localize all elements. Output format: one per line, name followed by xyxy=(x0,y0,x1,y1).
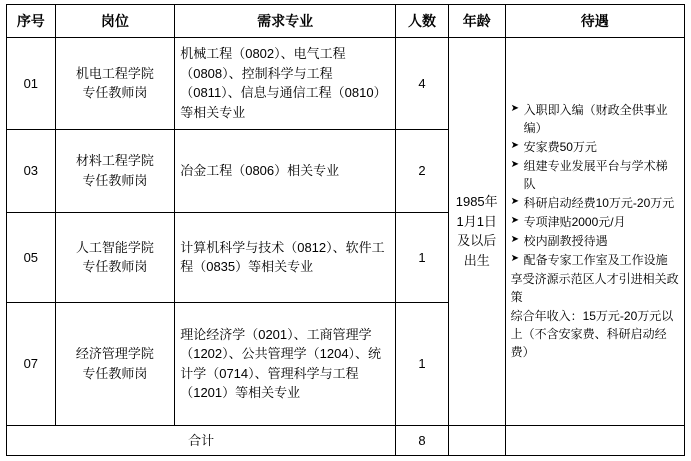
row-count: 1 xyxy=(396,302,449,425)
row-post-line1: 经济管理学院 xyxy=(75,346,154,362)
table-row xyxy=(7,38,685,130)
header-row xyxy=(7,5,685,38)
header-cell-count: 人数 xyxy=(396,5,449,38)
row-post-line1: 人工智能学院 xyxy=(75,239,154,255)
row-major: 冶金工程（0806）相关专业 xyxy=(175,129,396,212)
header-cell-age: 年龄 xyxy=(448,5,505,38)
row-post-line1: 材料工程学院 xyxy=(75,153,154,169)
table-body xyxy=(7,38,685,456)
total-count: 8 xyxy=(396,425,449,455)
total-benefit-cell xyxy=(505,425,684,455)
benefit-item: ➤ 配备专家工作室及工作设施 xyxy=(511,251,679,269)
row-post-line2: 专任教师岗 xyxy=(82,365,148,381)
recruitment-table xyxy=(6,4,685,456)
benefit-item: ➤ 科研启动经费10万元-20万元 xyxy=(511,194,679,212)
row-no: 01 xyxy=(7,38,56,130)
total-label: 合计 xyxy=(7,425,396,455)
row-post xyxy=(55,213,175,303)
benefit-item: ➤ 安家费50万元 xyxy=(511,138,679,156)
benefit-item: ➤ 专项津贴2000元/月 xyxy=(511,213,679,231)
header-cell-benefit: 待遇 xyxy=(505,5,684,38)
row-post xyxy=(55,38,175,130)
row-major: 理论经济学（0201）、工商管理学（1202）、公共管理学（1204）、统计学（0714）、管理科学与工程（1201）等相关专业 xyxy=(175,302,396,425)
benefit-item: 综合年收入：15万元-20万元以上（不含安家费、科研启动经费） xyxy=(510,308,674,359)
row-major: 计算机科学与技术（0812）、软件工程（0835）等相关专业 xyxy=(175,213,396,303)
table-header xyxy=(7,5,685,38)
row-count: 2 xyxy=(396,129,449,212)
row-no: 07 xyxy=(7,302,56,425)
benefit-item: ➤ 入职即入编（财政全供事业编） xyxy=(511,101,679,137)
benefit-list xyxy=(511,101,679,361)
row-post-line2: 专任教师岗 xyxy=(82,259,148,275)
benefit-item: ➤ 校内副教授待遇 xyxy=(511,232,679,250)
benefit-item: ➤ 组建专业发展平台与学术梯队 xyxy=(511,157,679,193)
total-age-cell xyxy=(448,425,505,455)
benefits-cell xyxy=(505,38,684,426)
benefit-item: 享受济源示范区人才引进相关政策 xyxy=(510,271,679,304)
header-cell-major: 需求专业 xyxy=(175,5,396,38)
row-post-line2: 专任教师岗 xyxy=(82,85,148,101)
row-post-line1: 机电工程学院 xyxy=(75,65,154,81)
table-total-row xyxy=(7,425,685,455)
age-requirement-cell: 1985年1月1日及以后出生 xyxy=(448,38,505,426)
row-count: 4 xyxy=(396,38,449,130)
row-post xyxy=(55,302,175,425)
row-count: 1 xyxy=(396,213,449,303)
row-no: 05 xyxy=(7,213,56,303)
header-cell-no: 序号 xyxy=(7,5,56,38)
row-major: 机械工程（0802）、电气工程（0808）、控制科学与工程（0811）、信息与通信工程（0810）等相关专业 xyxy=(175,38,396,130)
row-post-line2: 专任教师岗 xyxy=(82,172,148,188)
row-post xyxy=(55,129,175,212)
header-cell-post: 岗位 xyxy=(55,5,175,38)
row-no: 03 xyxy=(7,129,56,212)
